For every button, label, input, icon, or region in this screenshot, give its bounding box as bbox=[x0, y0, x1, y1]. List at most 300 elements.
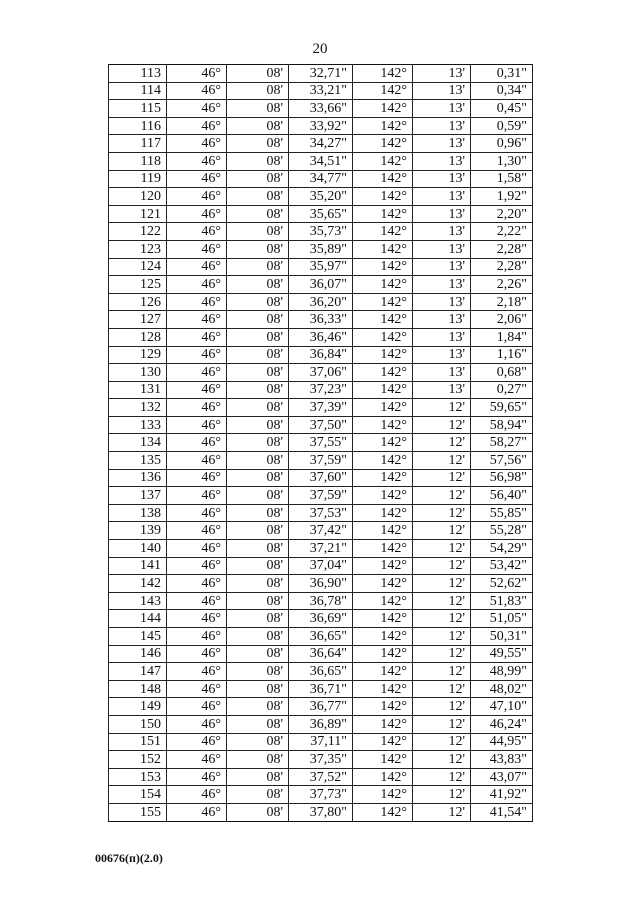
lat-seconds-cell: 37,60" bbox=[289, 469, 353, 487]
lat-minutes-cell: 08' bbox=[227, 346, 289, 364]
lat-seconds-cell: 36,69" bbox=[289, 610, 353, 628]
point-number-cell: 114 bbox=[109, 82, 167, 100]
lon-minutes-cell: 12' bbox=[413, 610, 471, 628]
lat-minutes-cell: 08' bbox=[227, 522, 289, 540]
lat-seconds-cell: 36,89" bbox=[289, 715, 353, 733]
lat-minutes-cell: 08' bbox=[227, 487, 289, 505]
lat-minutes-cell: 08' bbox=[227, 557, 289, 575]
lon-minutes-cell: 12' bbox=[413, 663, 471, 681]
lon-seconds-cell: 41,54" bbox=[471, 803, 533, 821]
lat-seconds-cell: 34,27" bbox=[289, 135, 353, 153]
table-row bbox=[109, 65, 533, 83]
lat-minutes-cell: 08' bbox=[227, 575, 289, 593]
lat-seconds-cell: 37,21" bbox=[289, 540, 353, 558]
lon-degrees-cell: 142° bbox=[353, 645, 413, 663]
lat-minutes-cell: 08' bbox=[227, 733, 289, 751]
table-row bbox=[109, 592, 533, 610]
lon-degrees-cell: 142° bbox=[353, 698, 413, 716]
lon-seconds-cell: 0,27" bbox=[471, 381, 533, 399]
lon-minutes-cell: 12' bbox=[413, 522, 471, 540]
lat-seconds-cell: 37,59" bbox=[289, 452, 353, 470]
lat-minutes-cell: 08' bbox=[227, 698, 289, 716]
lat-degrees-cell: 46° bbox=[167, 803, 227, 821]
lat-degrees-cell: 46° bbox=[167, 240, 227, 258]
point-number-cell: 134 bbox=[109, 434, 167, 452]
lon-degrees-cell: 142° bbox=[353, 205, 413, 223]
lat-minutes-cell: 08' bbox=[227, 276, 289, 294]
lon-minutes-cell: 13' bbox=[413, 381, 471, 399]
lat-seconds-cell: 36,77" bbox=[289, 698, 353, 716]
lon-seconds-cell: 0,96" bbox=[471, 135, 533, 153]
lon-degrees-cell: 142° bbox=[353, 522, 413, 540]
lon-minutes-cell: 12' bbox=[413, 803, 471, 821]
lon-seconds-cell: 52,62" bbox=[471, 575, 533, 593]
point-number-cell: 144 bbox=[109, 610, 167, 628]
lon-minutes-cell: 12' bbox=[413, 452, 471, 470]
lat-degrees-cell: 46° bbox=[167, 487, 227, 505]
lon-minutes-cell: 12' bbox=[413, 786, 471, 804]
lat-minutes-cell: 08' bbox=[227, 786, 289, 804]
point-number-cell: 113 bbox=[109, 65, 167, 83]
lat-minutes-cell: 08' bbox=[227, 399, 289, 417]
table-row bbox=[109, 205, 533, 223]
table-row bbox=[109, 751, 533, 769]
lat-minutes-cell: 08' bbox=[227, 170, 289, 188]
lat-degrees-cell: 46° bbox=[167, 293, 227, 311]
lon-degrees-cell: 142° bbox=[353, 803, 413, 821]
lon-seconds-cell: 47,10" bbox=[471, 698, 533, 716]
table-row bbox=[109, 328, 533, 346]
lon-seconds-cell: 1,84" bbox=[471, 328, 533, 346]
lon-seconds-cell: 2,28" bbox=[471, 240, 533, 258]
table-row bbox=[109, 100, 533, 118]
lat-degrees-cell: 46° bbox=[167, 258, 227, 276]
lat-minutes-cell: 08' bbox=[227, 328, 289, 346]
point-number-cell: 131 bbox=[109, 381, 167, 399]
table-row bbox=[109, 381, 533, 399]
lon-degrees-cell: 142° bbox=[353, 592, 413, 610]
coordinates-table-body bbox=[109, 65, 533, 822]
lat-minutes-cell: 08' bbox=[227, 645, 289, 663]
lon-seconds-cell: 46,24" bbox=[471, 715, 533, 733]
lat-minutes-cell: 08' bbox=[227, 592, 289, 610]
lat-degrees-cell: 46° bbox=[167, 223, 227, 241]
table-row bbox=[109, 504, 533, 522]
point-number-cell: 121 bbox=[109, 205, 167, 223]
lat-minutes-cell: 08' bbox=[227, 715, 289, 733]
lon-degrees-cell: 142° bbox=[353, 540, 413, 558]
table-row bbox=[109, 223, 533, 241]
lon-minutes-cell: 13' bbox=[413, 117, 471, 135]
table-row bbox=[109, 117, 533, 135]
table-row bbox=[109, 364, 533, 382]
lat-minutes-cell: 08' bbox=[227, 100, 289, 118]
lat-seconds-cell: 36,07" bbox=[289, 276, 353, 294]
lon-seconds-cell: 0,31" bbox=[471, 65, 533, 83]
lat-degrees-cell: 46° bbox=[167, 117, 227, 135]
lat-degrees-cell: 46° bbox=[167, 680, 227, 698]
lat-degrees-cell: 46° bbox=[167, 522, 227, 540]
lon-minutes-cell: 13' bbox=[413, 135, 471, 153]
lat-degrees-cell: 46° bbox=[167, 768, 227, 786]
point-number-cell: 129 bbox=[109, 346, 167, 364]
lat-minutes-cell: 08' bbox=[227, 258, 289, 276]
lat-minutes-cell: 08' bbox=[227, 416, 289, 434]
lat-degrees-cell: 46° bbox=[167, 628, 227, 646]
lat-seconds-cell: 33,21" bbox=[289, 82, 353, 100]
lon-seconds-cell: 55,28" bbox=[471, 522, 533, 540]
point-number-cell: 150 bbox=[109, 715, 167, 733]
lon-seconds-cell: 1,92" bbox=[471, 188, 533, 206]
table-row bbox=[109, 276, 533, 294]
lat-minutes-cell: 08' bbox=[227, 117, 289, 135]
lon-degrees-cell: 142° bbox=[353, 381, 413, 399]
lon-seconds-cell: 43,83" bbox=[471, 751, 533, 769]
lat-degrees-cell: 46° bbox=[167, 170, 227, 188]
lon-seconds-cell: 2,26" bbox=[471, 276, 533, 294]
lat-degrees-cell: 46° bbox=[167, 205, 227, 223]
lon-seconds-cell: 2,18" bbox=[471, 293, 533, 311]
lon-degrees-cell: 142° bbox=[353, 311, 413, 329]
lon-seconds-cell: 0,59" bbox=[471, 117, 533, 135]
lon-degrees-cell: 142° bbox=[353, 223, 413, 241]
lon-degrees-cell: 142° bbox=[353, 680, 413, 698]
lon-seconds-cell: 55,85" bbox=[471, 504, 533, 522]
table-row bbox=[109, 768, 533, 786]
table-row bbox=[109, 293, 533, 311]
table-row bbox=[109, 346, 533, 364]
lon-minutes-cell: 12' bbox=[413, 768, 471, 786]
point-number-cell: 125 bbox=[109, 276, 167, 294]
lon-seconds-cell: 44,95" bbox=[471, 733, 533, 751]
lat-seconds-cell: 33,66" bbox=[289, 100, 353, 118]
table-row bbox=[109, 786, 533, 804]
table-row bbox=[109, 715, 533, 733]
lon-seconds-cell: 48,02" bbox=[471, 680, 533, 698]
lat-seconds-cell: 32,71" bbox=[289, 65, 353, 83]
lon-minutes-cell: 12' bbox=[413, 434, 471, 452]
table-row bbox=[109, 803, 533, 821]
table-row bbox=[109, 170, 533, 188]
table-row bbox=[109, 698, 533, 716]
lon-seconds-cell: 58,27" bbox=[471, 434, 533, 452]
table-row bbox=[109, 240, 533, 258]
point-number-cell: 137 bbox=[109, 487, 167, 505]
point-number-cell: 142 bbox=[109, 575, 167, 593]
lon-minutes-cell: 13' bbox=[413, 328, 471, 346]
point-number-cell: 148 bbox=[109, 680, 167, 698]
lon-minutes-cell: 12' bbox=[413, 645, 471, 663]
lat-minutes-cell: 08' bbox=[227, 610, 289, 628]
point-number-cell: 120 bbox=[109, 188, 167, 206]
table-row bbox=[109, 399, 533, 417]
lon-seconds-cell: 57,56" bbox=[471, 452, 533, 470]
lat-degrees-cell: 46° bbox=[167, 416, 227, 434]
table-row bbox=[109, 258, 533, 276]
lat-minutes-cell: 08' bbox=[227, 434, 289, 452]
point-number-cell: 128 bbox=[109, 328, 167, 346]
lat-minutes-cell: 08' bbox=[227, 452, 289, 470]
point-number-cell: 147 bbox=[109, 663, 167, 681]
lat-seconds-cell: 37,50" bbox=[289, 416, 353, 434]
lon-seconds-cell: 56,40" bbox=[471, 487, 533, 505]
lat-minutes-cell: 08' bbox=[227, 188, 289, 206]
point-number-cell: 126 bbox=[109, 293, 167, 311]
lat-degrees-cell: 46° bbox=[167, 786, 227, 804]
lat-seconds-cell: 36,65" bbox=[289, 663, 353, 681]
lat-degrees-cell: 46° bbox=[167, 276, 227, 294]
lat-seconds-cell: 36,84" bbox=[289, 346, 353, 364]
table-row bbox=[109, 680, 533, 698]
lat-minutes-cell: 08' bbox=[227, 364, 289, 382]
lon-degrees-cell: 142° bbox=[353, 557, 413, 575]
table-row bbox=[109, 575, 533, 593]
point-number-cell: 130 bbox=[109, 364, 167, 382]
lat-minutes-cell: 08' bbox=[227, 768, 289, 786]
point-number-cell: 140 bbox=[109, 540, 167, 558]
lon-degrees-cell: 142° bbox=[353, 452, 413, 470]
lon-minutes-cell: 12' bbox=[413, 751, 471, 769]
lat-seconds-cell: 36,46" bbox=[289, 328, 353, 346]
lon-degrees-cell: 142° bbox=[353, 364, 413, 382]
lon-seconds-cell: 51,83" bbox=[471, 592, 533, 610]
point-number-cell: 145 bbox=[109, 628, 167, 646]
lat-degrees-cell: 46° bbox=[167, 65, 227, 83]
lon-minutes-cell: 12' bbox=[413, 592, 471, 610]
point-number-cell: 132 bbox=[109, 399, 167, 417]
page-number: 20 bbox=[312, 41, 328, 57]
lat-seconds-cell: 37,35" bbox=[289, 751, 353, 769]
table-row bbox=[109, 311, 533, 329]
lat-degrees-cell: 46° bbox=[167, 504, 227, 522]
lon-seconds-cell: 48,99" bbox=[471, 663, 533, 681]
lat-minutes-cell: 08' bbox=[227, 223, 289, 241]
lon-seconds-cell: 0,45" bbox=[471, 100, 533, 118]
lat-minutes-cell: 08' bbox=[227, 205, 289, 223]
lon-degrees-cell: 142° bbox=[353, 188, 413, 206]
lon-minutes-cell: 12' bbox=[413, 733, 471, 751]
lon-minutes-cell: 12' bbox=[413, 416, 471, 434]
lon-degrees-cell: 142° bbox=[353, 258, 413, 276]
table-row bbox=[109, 487, 533, 505]
lat-seconds-cell: 35,65" bbox=[289, 205, 353, 223]
lat-seconds-cell: 37,39" bbox=[289, 399, 353, 417]
lat-minutes-cell: 08' bbox=[227, 293, 289, 311]
lon-minutes-cell: 12' bbox=[413, 504, 471, 522]
lon-minutes-cell: 13' bbox=[413, 293, 471, 311]
lat-seconds-cell: 36,33" bbox=[289, 311, 353, 329]
lon-degrees-cell: 142° bbox=[353, 469, 413, 487]
point-number-cell: 127 bbox=[109, 311, 167, 329]
lon-degrees-cell: 142° bbox=[353, 663, 413, 681]
coordinates-table bbox=[108, 64, 533, 822]
lon-seconds-cell: 56,98" bbox=[471, 469, 533, 487]
lat-minutes-cell: 08' bbox=[227, 751, 289, 769]
lon-degrees-cell: 142° bbox=[353, 575, 413, 593]
point-number-cell: 138 bbox=[109, 504, 167, 522]
table-row bbox=[109, 188, 533, 206]
lat-seconds-cell: 37,59" bbox=[289, 487, 353, 505]
point-number-cell: 155 bbox=[109, 803, 167, 821]
table-row bbox=[109, 82, 533, 100]
point-number-cell: 143 bbox=[109, 592, 167, 610]
point-number-cell: 154 bbox=[109, 786, 167, 804]
lat-seconds-cell: 34,77" bbox=[289, 170, 353, 188]
lat-minutes-cell: 08' bbox=[227, 135, 289, 153]
lon-seconds-cell: 41,92" bbox=[471, 786, 533, 804]
lon-degrees-cell: 142° bbox=[353, 504, 413, 522]
table-row bbox=[109, 434, 533, 452]
lat-minutes-cell: 08' bbox=[227, 311, 289, 329]
lat-minutes-cell: 08' bbox=[227, 152, 289, 170]
lon-minutes-cell: 13' bbox=[413, 276, 471, 294]
lon-seconds-cell: 1,30" bbox=[471, 152, 533, 170]
lat-degrees-cell: 46° bbox=[167, 381, 227, 399]
lat-minutes-cell: 08' bbox=[227, 469, 289, 487]
lat-seconds-cell: 35,20" bbox=[289, 188, 353, 206]
lon-minutes-cell: 12' bbox=[413, 487, 471, 505]
lon-minutes-cell: 13' bbox=[413, 188, 471, 206]
lat-degrees-cell: 46° bbox=[167, 328, 227, 346]
lon-degrees-cell: 142° bbox=[353, 152, 413, 170]
lon-degrees-cell: 142° bbox=[353, 240, 413, 258]
lat-seconds-cell: 37,04" bbox=[289, 557, 353, 575]
lon-seconds-cell: 2,28" bbox=[471, 258, 533, 276]
lon-seconds-cell: 0,34" bbox=[471, 82, 533, 100]
lat-degrees-cell: 46° bbox=[167, 698, 227, 716]
table-row bbox=[109, 610, 533, 628]
lon-minutes-cell: 12' bbox=[413, 469, 471, 487]
lon-minutes-cell: 13' bbox=[413, 100, 471, 118]
lat-seconds-cell: 33,92" bbox=[289, 117, 353, 135]
lat-seconds-cell: 34,51" bbox=[289, 152, 353, 170]
lon-minutes-cell: 13' bbox=[413, 152, 471, 170]
point-number-cell: 116 bbox=[109, 117, 167, 135]
lat-minutes-cell: 08' bbox=[227, 540, 289, 558]
lat-minutes-cell: 08' bbox=[227, 680, 289, 698]
lat-degrees-cell: 46° bbox=[167, 452, 227, 470]
lon-degrees-cell: 142° bbox=[353, 328, 413, 346]
lon-seconds-cell: 1,58" bbox=[471, 170, 533, 188]
lat-degrees-cell: 46° bbox=[167, 346, 227, 364]
point-number-cell: 149 bbox=[109, 698, 167, 716]
lon-seconds-cell: 43,07" bbox=[471, 768, 533, 786]
point-number-cell: 141 bbox=[109, 557, 167, 575]
table-row bbox=[109, 135, 533, 153]
lat-minutes-cell: 08' bbox=[227, 381, 289, 399]
lon-degrees-cell: 142° bbox=[353, 715, 413, 733]
lat-seconds-cell: 36,71" bbox=[289, 680, 353, 698]
lon-minutes-cell: 13' bbox=[413, 364, 471, 382]
lon-minutes-cell: 12' bbox=[413, 540, 471, 558]
table-row bbox=[109, 628, 533, 646]
lon-degrees-cell: 142° bbox=[353, 82, 413, 100]
lon-minutes-cell: 13' bbox=[413, 205, 471, 223]
lon-degrees-cell: 142° bbox=[353, 733, 413, 751]
lon-degrees-cell: 142° bbox=[353, 751, 413, 769]
lat-degrees-cell: 46° bbox=[167, 135, 227, 153]
lon-seconds-cell: 2,06" bbox=[471, 311, 533, 329]
lat-degrees-cell: 46° bbox=[167, 610, 227, 628]
lon-degrees-cell: 142° bbox=[353, 610, 413, 628]
lon-minutes-cell: 13' bbox=[413, 311, 471, 329]
lat-seconds-cell: 37,73" bbox=[289, 786, 353, 804]
table-row bbox=[109, 663, 533, 681]
lat-degrees-cell: 46° bbox=[167, 540, 227, 558]
lat-seconds-cell: 37,42" bbox=[289, 522, 353, 540]
lat-degrees-cell: 46° bbox=[167, 751, 227, 769]
lat-degrees-cell: 46° bbox=[167, 399, 227, 417]
lat-degrees-cell: 46° bbox=[167, 100, 227, 118]
lon-seconds-cell: 58,94" bbox=[471, 416, 533, 434]
lon-minutes-cell: 12' bbox=[413, 698, 471, 716]
table-row bbox=[109, 557, 533, 575]
lat-degrees-cell: 46° bbox=[167, 434, 227, 452]
lon-degrees-cell: 142° bbox=[353, 346, 413, 364]
table-row bbox=[109, 540, 533, 558]
lat-degrees-cell: 46° bbox=[167, 557, 227, 575]
lon-seconds-cell: 59,65" bbox=[471, 399, 533, 417]
table-row bbox=[109, 522, 533, 540]
lat-seconds-cell: 36,65" bbox=[289, 628, 353, 646]
lon-minutes-cell: 13' bbox=[413, 82, 471, 100]
lon-seconds-cell: 54,29" bbox=[471, 540, 533, 558]
lon-degrees-cell: 142° bbox=[353, 786, 413, 804]
point-number-cell: 135 bbox=[109, 452, 167, 470]
lon-degrees-cell: 142° bbox=[353, 276, 413, 294]
lat-degrees-cell: 46° bbox=[167, 311, 227, 329]
lat-seconds-cell: 37,52" bbox=[289, 768, 353, 786]
lon-seconds-cell: 1,16" bbox=[471, 346, 533, 364]
lat-seconds-cell: 37,53" bbox=[289, 504, 353, 522]
lon-seconds-cell: 50,31" bbox=[471, 628, 533, 646]
lon-degrees-cell: 142° bbox=[353, 487, 413, 505]
lat-minutes-cell: 08' bbox=[227, 803, 289, 821]
table-row bbox=[109, 469, 533, 487]
lat-seconds-cell: 37,06" bbox=[289, 364, 353, 382]
table-row bbox=[109, 152, 533, 170]
lon-minutes-cell: 12' bbox=[413, 628, 471, 646]
document-code: 00676(п)(2.0) bbox=[95, 851, 163, 865]
table-row bbox=[109, 733, 533, 751]
lon-degrees-cell: 142° bbox=[353, 416, 413, 434]
lon-minutes-cell: 12' bbox=[413, 557, 471, 575]
lat-seconds-cell: 37,55" bbox=[289, 434, 353, 452]
lat-degrees-cell: 46° bbox=[167, 592, 227, 610]
lon-degrees-cell: 142° bbox=[353, 117, 413, 135]
point-number-cell: 139 bbox=[109, 522, 167, 540]
lat-degrees-cell: 46° bbox=[167, 645, 227, 663]
lon-seconds-cell: 53,42" bbox=[471, 557, 533, 575]
lat-seconds-cell: 35,73" bbox=[289, 223, 353, 241]
point-number-cell: 151 bbox=[109, 733, 167, 751]
lat-degrees-cell: 46° bbox=[167, 188, 227, 206]
lon-seconds-cell: 2,22" bbox=[471, 223, 533, 241]
lat-minutes-cell: 08' bbox=[227, 240, 289, 258]
lat-seconds-cell: 36,20" bbox=[289, 293, 353, 311]
lon-degrees-cell: 142° bbox=[353, 100, 413, 118]
lon-degrees-cell: 142° bbox=[353, 768, 413, 786]
lon-minutes-cell: 13' bbox=[413, 240, 471, 258]
lat-seconds-cell: 35,97" bbox=[289, 258, 353, 276]
lat-seconds-cell: 36,90" bbox=[289, 575, 353, 593]
lon-seconds-cell: 49,55" bbox=[471, 645, 533, 663]
point-number-cell: 136 bbox=[109, 469, 167, 487]
lat-degrees-cell: 46° bbox=[167, 82, 227, 100]
point-number-cell: 122 bbox=[109, 223, 167, 241]
lon-seconds-cell: 2,20" bbox=[471, 205, 533, 223]
table-row bbox=[109, 452, 533, 470]
